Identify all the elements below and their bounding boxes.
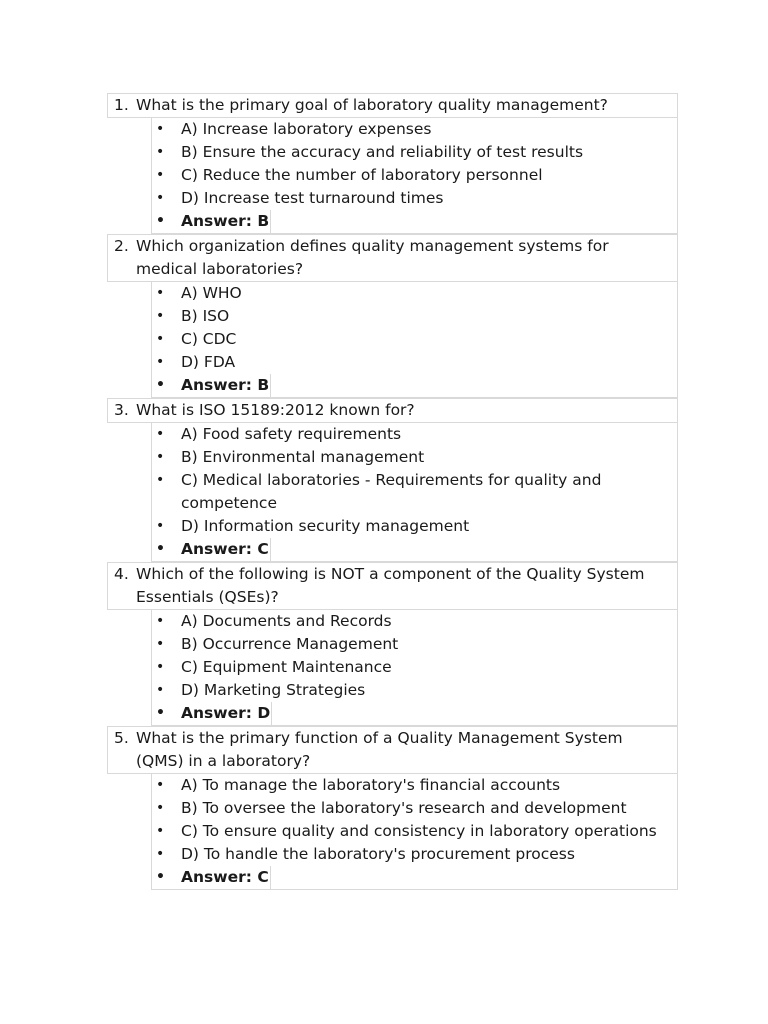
question-text: What is the primary function of a Quality Management System (QMS) in a laboratory? (136, 729, 623, 770)
question-row (107, 562, 678, 610)
question-number: 5. (114, 729, 129, 747)
answer-item (152, 702, 677, 725)
option-item: • B) Environmental management (152, 446, 677, 469)
bullet-icon: • (156, 613, 165, 629)
question-block (107, 398, 678, 562)
question-row (107, 398, 678, 423)
options-list (151, 610, 678, 726)
option-item: • A) To manage the laboratory's financial accounts (152, 774, 677, 797)
option-item: • B) ISO (152, 305, 677, 328)
option-item: • C) Equipment Maintenance (152, 656, 677, 679)
bullet-icon: • (156, 777, 165, 793)
question-text: What is ISO 15189:2012 known for? (136, 401, 415, 419)
bullet-icon: • (156, 869, 165, 885)
question-number: 2. (114, 237, 129, 255)
bullet-icon: • (156, 354, 165, 370)
option-item: • C) CDC (152, 328, 677, 351)
answer-text: Answer: C (181, 538, 271, 561)
option-item: • D) Increase test turnaround times (152, 187, 677, 210)
question-row (107, 726, 678, 774)
bullet-icon: • (156, 682, 165, 698)
question-row (107, 234, 678, 282)
quiz-document (107, 93, 678, 890)
question-block (107, 234, 678, 398)
answer-text: Answer: C (181, 866, 271, 889)
answer-item (152, 374, 677, 397)
bullet-icon: • (156, 308, 165, 324)
options-list (151, 118, 678, 234)
answer-item (152, 866, 677, 889)
answer-item (152, 538, 677, 561)
bullet-icon: • (156, 121, 165, 137)
bullet-icon: • (156, 541, 165, 557)
question-block (107, 726, 678, 890)
question-number: 3. (114, 401, 129, 419)
option-item: • B) Occurrence Management (152, 633, 677, 656)
option-item: • A) WHO (152, 282, 677, 305)
option-item: • D) FDA (152, 351, 677, 374)
question-number: 1. (114, 96, 129, 114)
option-item: • D) To handle the laboratory's procurement process (152, 843, 677, 866)
option-item: • A) Increase laboratory expenses (152, 118, 677, 141)
question-block (107, 93, 678, 234)
bullet-icon: • (156, 800, 165, 816)
bullet-icon: • (156, 823, 165, 839)
option-item: • A) Documents and Records (152, 610, 677, 633)
answer-text: Answer: D (181, 702, 272, 725)
answer-text: Answer: B (181, 210, 271, 233)
bullet-icon: • (156, 377, 165, 393)
bullet-icon: • (156, 518, 165, 534)
bullet-icon: • (156, 426, 165, 442)
bullet-icon: • (156, 331, 165, 347)
bullet-icon: • (156, 472, 165, 488)
option-item: • B) To oversee the laboratory's research and development (152, 797, 677, 820)
answer-item (152, 210, 677, 233)
bullet-icon: • (156, 705, 165, 721)
bullet-icon: • (156, 144, 165, 160)
option-item: • D) Information security management (152, 515, 677, 538)
option-item: • D) Marketing Strategies (152, 679, 677, 702)
question-row (107, 93, 678, 118)
bullet-icon: • (156, 167, 165, 183)
options-list (151, 282, 678, 398)
option-item: • B) Ensure the accuracy and reliability of test results (152, 141, 677, 164)
options-list (151, 774, 678, 890)
bullet-icon: • (156, 449, 165, 465)
option-item: • A) Food safety requirements (152, 423, 677, 446)
option-item: • C) To ensure quality and consistency in laboratory operations (152, 820, 677, 843)
question-text: What is the primary goal of laboratory quality management? (136, 96, 608, 114)
bullet-icon: • (156, 190, 165, 206)
option-item: • C) Medical laboratories - Requirements for quality and competence (156, 471, 602, 512)
bullet-icon: • (156, 213, 165, 229)
bullet-icon: • (156, 846, 165, 862)
bullet-icon: • (156, 285, 165, 301)
question-number: 4. (114, 565, 129, 583)
question-text: Which of the following is NOT a component of the Quality System Essentials (QSEs)? (136, 565, 645, 606)
question-block (107, 562, 678, 726)
options-list (151, 423, 678, 562)
bullet-icon: • (156, 659, 165, 675)
answer-text: Answer: B (181, 374, 271, 397)
option-item: • C) Reduce the number of laboratory personnel (152, 164, 677, 187)
bullet-icon: • (156, 636, 165, 652)
question-text: Which organization defines quality management systems for medical laboratories? (136, 237, 609, 278)
